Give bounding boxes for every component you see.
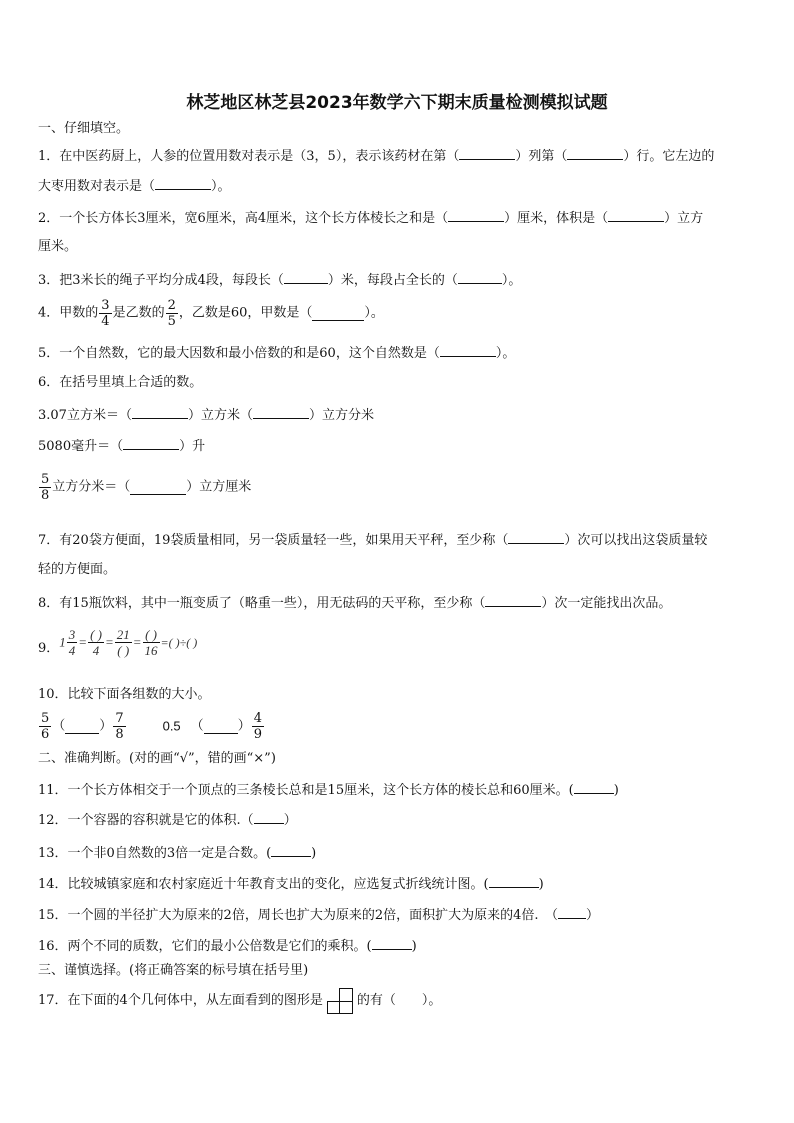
answer-blank[interactable]: [65, 720, 99, 734]
fraction: $\frac{5}{8}$: [41, 472, 50, 503]
answer-blank[interactable]: [132, 405, 188, 419]
question-1-cont: 大枣用数对表示是（ ）。: [38, 176, 231, 196]
answer-blank[interactable]: [372, 936, 412, 950]
question-6-item-c: $\frac{5}{8}$ 立方分米＝（ ）立方厘米: [41, 472, 252, 503]
question-7-cont: 轻的方便面。: [38, 562, 117, 577]
answer-blank[interactable]: [567, 146, 623, 160]
fraction: $\frac{3}{4}$: [68, 627, 76, 658]
answer-blank[interactable]: [312, 307, 364, 321]
answer-blank[interactable]: [440, 343, 496, 357]
answer-blank[interactable]: [574, 780, 614, 794]
question-5: 5．一个自然数，它的最大因数和最小倍数的和是60，这个自然数是（ ）。: [38, 343, 515, 363]
question-6: 6．在括号里填上合适的数。: [38, 375, 203, 390]
shape-grid-icon: [327, 988, 353, 1014]
fraction: $\frac{3}{4}$: [101, 298, 110, 329]
answer-blank[interactable]: [271, 843, 311, 857]
answer-blank[interactable]: [448, 208, 504, 222]
answer-blank[interactable]: [123, 436, 179, 450]
answer-blank[interactable]: [459, 146, 515, 160]
question-9: 9．1 $\frac{3}{4}$ = $\frac{( )}{4}$ = $\frac{21}{( )}$ = $\frac{( )}{16}$ =( )÷( ): [38, 627, 198, 658]
answer-blank[interactable]: [253, 405, 309, 419]
question-6-item-a: 3.07立方米＝（ ）立方米（ ）立方分米: [38, 405, 374, 425]
question-7: 7．有20袋方便面，19袋质量相同，另一袋质量轻一些，如果用天平秤，至少称（ ）次可以找出这袋质量较: [38, 530, 707, 550]
question-1: 1．在中医药厨上，人参的位置用数对表示是（3，5），表示该药材在第（ ）列第（ ）行。它左边的: [38, 146, 714, 166]
fraction: $\frac{5}{6}$: [41, 711, 50, 742]
answer-blank[interactable]: [608, 208, 664, 222]
fraction: $\frac{( )}{4}$: [90, 627, 102, 658]
question-13: 13．一个非0自然数的3倍一定是合数。( ): [38, 843, 316, 863]
question-2: 2．一个长方体长3厘米，宽6厘米，高4厘米，这个长方体棱长之和是（ ）厘米，体积是（ ）立方: [38, 208, 703, 228]
question-2-cont: 厘米。: [38, 239, 78, 254]
question-11: 11．一个长方体相交于一个顶点的三条棱长总和是15厘米，这个长方体的棱长总和60厘米。( ): [38, 780, 619, 800]
question-14: 14．比较城镇家庭和农村家庭近十年教育支出的变化，应选复式折线统计图。( ): [38, 874, 544, 894]
section-heading-2: 二、准确判断。(对的画“√”，错的画“×”): [38, 751, 276, 766]
question-16: 16．两个不同的质数，它们的最小公倍数是它们的乘积。( ): [38, 936, 417, 956]
question-3: 3．把3米长的绳子平均分成4段，每段长（ ）米，每段占全长的（ ）。: [38, 270, 521, 290]
question-8: 8．有15瓶饮料，其中一瓶变质了（略重一些），用无砝码的天平称，至少称（ ）次一定能找出次品。: [38, 593, 671, 613]
answer-blank[interactable]: [458, 270, 502, 284]
answer-blank[interactable]: [155, 176, 211, 190]
answer-blank[interactable]: [558, 905, 586, 919]
section-heading-1: 一、仔细填空。: [38, 121, 130, 136]
answer-blank[interactable]: [485, 593, 541, 607]
answer-blank[interactable]: [254, 810, 284, 824]
fraction: $\frac{( )}{16}$: [144, 627, 158, 658]
section-heading-3: 三、谨慎选择。(将正确答案的标号填在括号里): [38, 963, 309, 978]
fraction: $\frac{4}{9}$: [253, 711, 262, 742]
question-6-item-b: 5080毫升＝（ ）升: [38, 436, 205, 456]
answer-blank[interactable]: [508, 530, 564, 544]
question-17: 17．在下面的4个几何体中，从左面看到的图形是 的有（ ）。: [38, 988, 441, 1014]
question-12: 12．一个容器的容积就是它的体积.（ ）: [38, 810, 297, 830]
fraction: $\frac{2}{5}$: [167, 298, 176, 329]
answer-blank[interactable]: [204, 720, 238, 734]
question-15: 15．一个圆的半径扩大为原来的2倍，周长也扩大为原来的2倍，面积扩大为原来的4倍. （ ）: [38, 905, 599, 925]
fraction: $\frac{7}{8}$: [115, 711, 124, 742]
answer-blank[interactable]: [489, 874, 539, 888]
question-10-items: $\frac{5}{6}$ （ ） $\frac{7}{8}$ 0.5 （ ） $\frac{4}{9}$: [41, 711, 262, 742]
page-title: 林芝地区林芝县2023年数学六下期末质量检测模拟试题: [186, 93, 608, 113]
question-4: 4．甲数的 $\frac{3}{4}$ 是乙数的 $\frac{2}{5}$ ，乙数是60，甲数是（ ）。: [38, 298, 384, 329]
answer-blank[interactable]: [284, 270, 328, 284]
fraction: $\frac{21}{( )}$: [116, 627, 130, 658]
answer-blank[interactable]: [130, 481, 186, 495]
question-10: 10．比较下面各组数的大小。: [38, 687, 211, 702]
